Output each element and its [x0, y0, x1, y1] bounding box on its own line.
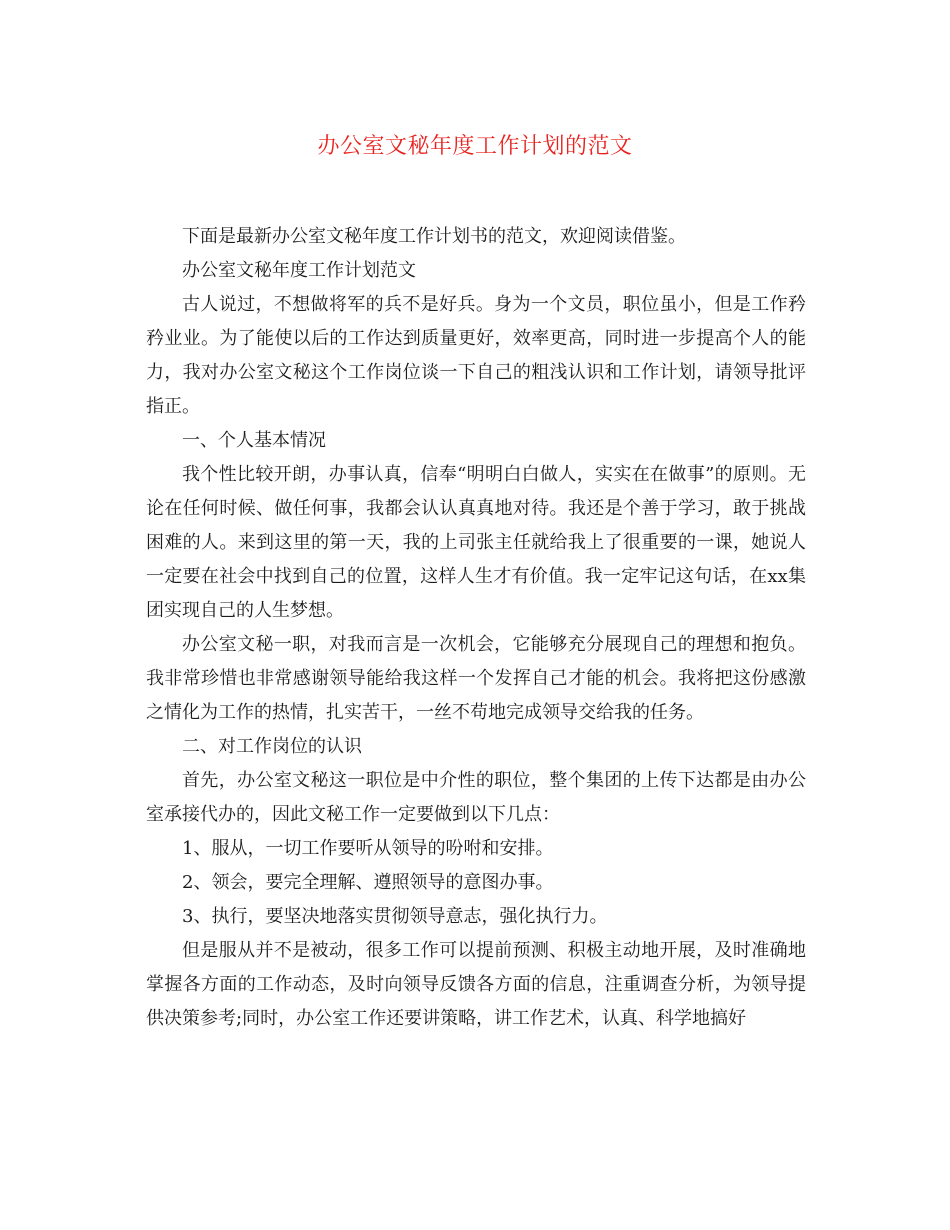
section-heading-1: 一、个人基本情况	[182, 430, 326, 451]
paragraph-role: 首先，办公室文秘这一职位是中介性的职位，整个集团的上传下达都是由办公室承接代办的，因此文秘工作一定要做到以下几点：	[146, 770, 806, 825]
section-heading-2: 二、对工作岗位的认识	[182, 736, 362, 757]
paragraph-personal: 我个性比较开朗，办事认真，信奉“明明白白做人，实实在在做事”的原则。无论在任何时候、做任何事，我都会认认真真地对待。我还是个善于学习，敢于挑战困难的人。来到这里的第一天，我的上司张主任就给我上了很重要的一课，她说人一定要在社会中找到自己的位置，这样人生才有价值。我一定牢记这句话，在xx集团实现自己的人生梦想。	[146, 464, 806, 621]
list-item-3: 3、执行，要坚决地落实贯彻领导意志，强化执行力。	[182, 906, 608, 927]
list-item-1: 1、服从，一切工作要听从领导的吩咐和安排。	[182, 838, 554, 859]
paragraph-obedience: 但是服从并不是被动，很多工作可以提前预测、积极主动地开展，及时准确地掌握各方面的工作动态，及时向领导反馈各方面的信息，注重调查分析，为领导提供决策参考;同时，办公室工作还要讲策略，讲工作艺术，认真、科学地搞好	[146, 940, 806, 1029]
document-body	[146, 220, 806, 1036]
paragraph-preface: 古人说过，不想做将军的兵不是好兵。身为一个文员，职位虽小，但是工作矜矜业业。为了能使以后的工作达到质量更好，效率更高，同时进一步提高个人的能力，我对办公室文秘这个工作岗位谈一下自己的粗浅认识和工作计划，请领导批评指正。	[146, 294, 806, 417]
document-title: 办公室文秘年度工作计划的范文	[317, 134, 633, 159]
paragraph-subtitle: 办公室文秘年度工作计划范文	[182, 260, 416, 281]
list-item-2: 2、领会，要完全理解、遵照领导的意图办事。	[182, 872, 554, 893]
paragraph-opportunity: 办公室文秘一职，对我而言是一次机会，它能够充分展现自己的理想和抱负。我非常珍惜也非常感谢领导能给我这样一个发挥自己才能的机会。我将把这份感激之情化为工作的热情，扎实苦干，一丝不苟地完成领导交给我的任务。	[146, 634, 806, 723]
paragraph-intro: 下面是最新办公室文秘年度工作计划书的范文，欢迎阅读借鉴。	[182, 226, 686, 247]
